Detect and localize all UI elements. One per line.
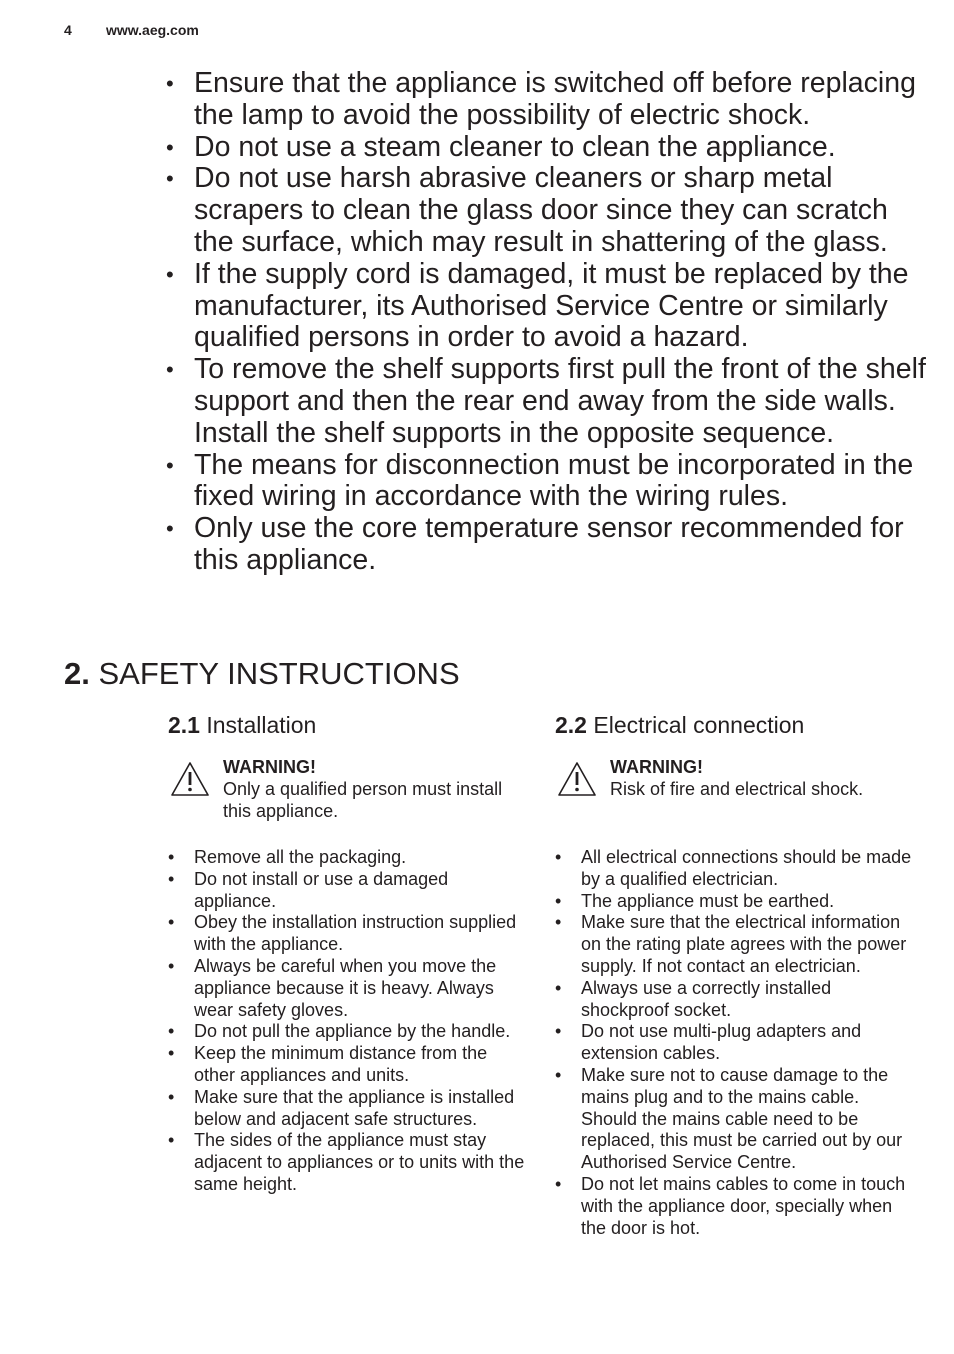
intro-bullet: • Ensure that the appliance is switched off before replacing the lamp to avoid the possibility of electric shock. bbox=[166, 68, 926, 132]
list-item: • The sides of the appliance must stay adjacent to appliances or to units with the same height. bbox=[168, 1130, 528, 1195]
installation-column bbox=[168, 712, 528, 1196]
website-link[interactable]: www.aeg.com bbox=[106, 22, 199, 38]
intro-bullet: • The means for disconnection must be incorporated in the fixed wiring in accordance with the wiring rules. bbox=[166, 450, 926, 514]
electrical-title: Electrical connection bbox=[593, 712, 805, 738]
section-number: 2. bbox=[64, 656, 90, 691]
list-item: • Do not use multi-plug adapters and extension cables. bbox=[555, 1021, 915, 1065]
warning-text: Only a qualified person must install this appliance. bbox=[223, 778, 503, 821]
page-header bbox=[64, 22, 199, 38]
list-item: • The appliance must be earthed. bbox=[555, 891, 915, 913]
electrical-heading bbox=[555, 712, 915, 739]
electrical-column bbox=[555, 712, 915, 1239]
list-item: • Do not install or use a damaged appliance. bbox=[168, 869, 528, 913]
intro-bullet: • Do not use a steam cleaner to clean the appliance. bbox=[166, 132, 926, 164]
installation-number: 2.1 bbox=[168, 712, 200, 738]
intro-bullet: • Do not use harsh abrasive cleaners or sharp metal scrapers to clean the glass door since they can scratch the surface, which may result in shattering of the glass. bbox=[166, 163, 926, 258]
list-item: • Make sure that the appliance is installed below and adjacent safe structures. bbox=[168, 1087, 528, 1131]
warning-icon bbox=[557, 761, 597, 797]
list-item: • Remove all the packaging. bbox=[168, 847, 528, 869]
list-item: • Make sure not to cause damage to the mains plug and to the mains cable. Should the mains cable need to be replaced, this must be carried out by our Authorised Service Centre. bbox=[555, 1065, 915, 1174]
list-item: • Do not pull the appliance by the handle. bbox=[168, 1021, 528, 1043]
section-title bbox=[64, 656, 460, 692]
list-item: • Make sure that the electrical information on the rating plate agrees with the power supply. If not contact an electrician. bbox=[555, 912, 915, 977]
intro-bullet: • If the supply cord is damaged, it must be replaced by the manufacturer, its Authorised Service Centre or similarly qualified persons in order to avoid a hazard. bbox=[166, 259, 926, 354]
list-item: • Always use a correctly installed shockproof socket. bbox=[555, 978, 915, 1022]
section-title-text: SAFETY INSTRUCTIONS bbox=[98, 656, 460, 691]
installation-title: Installation bbox=[206, 712, 317, 738]
electrical-number: 2.2 bbox=[555, 712, 587, 738]
electrical-bullet-list bbox=[555, 847, 915, 1239]
intro-bullet: • Only use the core temperature sensor recommended for this appliance. bbox=[166, 513, 926, 577]
warning-icon bbox=[170, 761, 210, 797]
warning-text: Risk of fire and electrical shock. bbox=[610, 778, 864, 799]
intro-bullet: • To remove the shelf supports first pull the front of the shelf support and then the rear end away from the side walls. Install the shelf supports in the opposite sequence. bbox=[166, 354, 926, 449]
intro-bullet-list bbox=[166, 68, 926, 577]
page-number: 4 bbox=[64, 22, 72, 38]
list-item: • Do not let mains cables to come in touch with the appliance door, specially when the door is hot. bbox=[555, 1174, 915, 1239]
installation-heading bbox=[168, 712, 528, 739]
installation-bullet-list bbox=[168, 847, 528, 1196]
list-item: • Always be careful when you move the appliance because it is heavy. Always wear safety gloves. bbox=[168, 956, 528, 1021]
installation-warning bbox=[168, 757, 528, 829]
warning-title: WARNING! bbox=[610, 757, 703, 777]
list-item: • Keep the minimum distance from the other appliances and units. bbox=[168, 1043, 528, 1087]
list-item: • All electrical connections should be made by a qualified electrician. bbox=[555, 847, 915, 891]
electrical-warning bbox=[555, 757, 915, 829]
warning-title: WARNING! bbox=[223, 757, 316, 777]
list-item: • Obey the installation instruction supplied with the appliance. bbox=[168, 912, 528, 956]
